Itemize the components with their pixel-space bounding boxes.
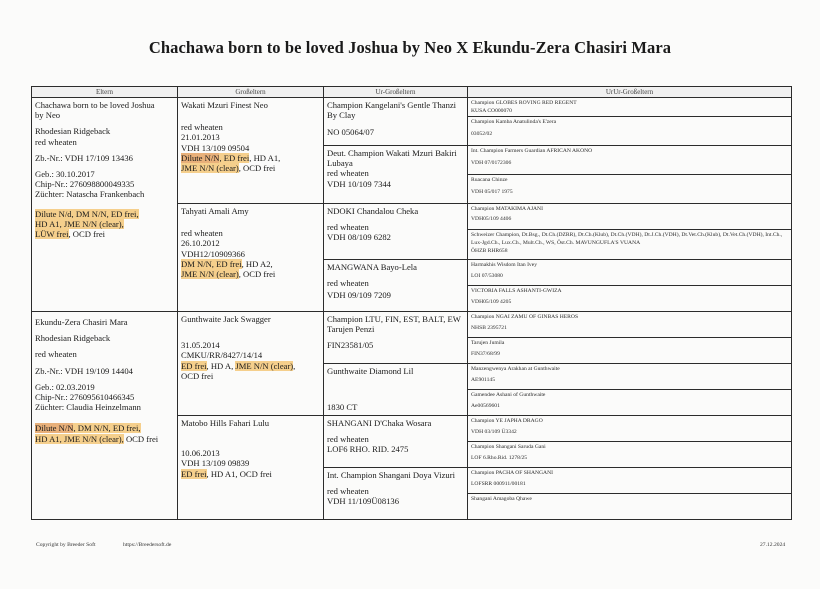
gggp-2-name: Champion Kamba Anatulinda's E'zera (471, 119, 557, 125)
gp-sd-reg: VDH12/10909366 (181, 248, 245, 259)
gggp-2-reg: 03052/02 (471, 131, 493, 137)
gggp-cell-10 (468, 338, 792, 364)
dam-health-1b: , DM N/N, ED frei, (73, 423, 141, 434)
gp-sd-health-1: DM N/N, ED frei (181, 258, 242, 269)
gggp-cell-12 (468, 390, 792, 416)
gggp-5-name: Champion MATAKIMA AJANI (471, 206, 543, 212)
ggp-1-reg: NO 05064/07 (327, 127, 375, 138)
gggp-13-reg: VDH 03/109 Ü3342 (471, 429, 517, 435)
ggp-cell-8 (324, 468, 468, 520)
footer-copyright: Copyright by Breeder Soft (36, 542, 96, 548)
gp-ds-reg: CMKU/RR/8427/14/14 (181, 350, 263, 361)
sire-breeder: Züchter: Natascha Frankenbach (35, 189, 145, 200)
gp-ss-health-1c: , HD A1, (249, 152, 281, 163)
ggp-cell-2 (324, 146, 468, 204)
ggp-2-line2: Lubaya (327, 158, 353, 169)
ggp-3-line3: red wheaten (327, 222, 369, 233)
gggp-4-reg: VDH 05/017 1975 (471, 189, 513, 195)
ggp-7-line1: SHANGANI D'Chaka Wosara (327, 418, 432, 428)
sire-health-3b: , OCD frei (68, 229, 106, 240)
sire-chip: Chip-Nr.: 276098800049335 (35, 179, 135, 190)
ggp-7-line3: red wheaten (327, 434, 369, 445)
gggp-15-name: Champion PACHA OF SHANGANI (471, 470, 554, 476)
ggp-4-line3: red wheaten (327, 278, 369, 289)
ggp-3-reg: VDH 08/109 6282 (327, 232, 391, 243)
dam-cell (32, 312, 178, 520)
gp-ss-health-2b: , OCD frei (238, 163, 276, 174)
gp-ss-color: red wheaten (181, 122, 223, 133)
ggp-cell-6 (324, 364, 468, 416)
gggp-cell-13 (468, 416, 792, 442)
gp-sd-name: Tahyati Amali Amy (181, 206, 249, 216)
ggp-8-line1: Int. Champion Shangani Doya Vizuri (327, 470, 455, 480)
gggp-7-name: Harmakhis Wisdom Itan Ivey (471, 262, 538, 268)
header-ur-grosseltern: Ur-Großeltern (324, 87, 468, 98)
ggp-cell-4 (324, 260, 468, 312)
ggp-cell-1 (324, 98, 468, 146)
gggp-6-reg: ÖHZB RHR658 (471, 248, 508, 254)
ggp-cell-5 (324, 312, 468, 364)
pedigree-title: Chachawa born to be loved Joshua by Neo X Ekundu-Zera Chasiri Mara (148, 38, 672, 57)
gp-sd-color: red wheaten (181, 228, 223, 239)
ggp-6-reg: 1830 CT (327, 402, 358, 413)
gp-ds-health-1b: , HD A, (206, 360, 236, 371)
ggp-2-line3: red wheaten (327, 168, 369, 179)
dam-breed: Rhodesian Ridgeback (35, 333, 111, 344)
sire-name: Chachawa born to be loved Joshua (35, 100, 155, 110)
dam-health-1a: Dilute N/N (35, 423, 74, 434)
ggp-6-line1: Gunthwaite Diamond Lil (327, 366, 414, 376)
gggp-cell-16 (468, 494, 792, 520)
gggp-cell-7 (468, 260, 792, 286)
dam-breeder: Züchter: Claudia Heinzelmann (35, 402, 141, 413)
gggp-cell-4 (468, 175, 792, 204)
gp-dd-reg: VDH 13/109 09839 (181, 458, 250, 469)
gp-ss-date: 21.01.2013 (181, 132, 220, 143)
gp-ds-health-2: OCD frei (181, 370, 214, 381)
gggp-9-reg: NHSB 2395721 (471, 325, 507, 331)
gggp-6-name: Schweizer Champion, Dt.Bsg., Dt.Ch.(DZRR), Dt.Ch.(Klub), Dt.Ch.(VDH), Dt.J.Ch.(VDH), Dt.Vet.Ch.(Klub), Dt.Vet.Ch.(VDH), Int.Ch., Lux-Jgd.Ch., Lux.Ch., Mult.Ch., WS, Öst.Ch. MAVUNGUFLA'S VUANA (471, 232, 783, 246)
gp-dd-date: 10.06.2013 (181, 448, 220, 459)
ggp-2-line1: Deut. Champion Wakati Mzuri Bakiri (327, 148, 457, 158)
pedigree-table (31, 86, 792, 520)
gggp-1-reg: KUSA CO000070 (471, 108, 512, 114)
gggp-5-reg: VDH05/109 4406 (471, 216, 512, 222)
gggp-10-reg: FIN37/68/99 (471, 351, 500, 357)
dam-born: Geb.: 02.03.2019 (35, 381, 95, 392)
gggp-9-name: Champion NGAI ZAMU OF GINBAS HEROS (471, 314, 579, 320)
gggp-cell-9 (468, 312, 792, 338)
sire-born: Geb.: 30.10.2017 (35, 169, 95, 180)
ggp-3-line1: NDOKI Chandalou Cheka (327, 206, 419, 216)
dam-health-2a: HD A1, (35, 433, 64, 444)
gp-ss-cell (178, 98, 324, 204)
gggp-cell-11 (468, 364, 792, 390)
gp-dd-health-1: ED frei (181, 468, 207, 479)
gp-dd-cell (178, 416, 324, 520)
dam-health-2c: OCD frei (123, 433, 159, 444)
gggp-cell-15 (468, 468, 792, 494)
ggp-5-reg: FIN23581/05 (327, 340, 374, 351)
gggp-cell-6 (468, 230, 792, 260)
gggp-cell-8 (468, 286, 792, 312)
dam-reg: Zb.-Nr.: VDH 19/109 14404 (35, 365, 133, 376)
gp-sd-cell (178, 204, 324, 312)
gp-ss-reg: VDH 13/109 09504 (181, 142, 250, 153)
ggp-cell-7 (324, 416, 468, 468)
ggp-7-reg: LOF6 RHO. RID. 2475 (327, 444, 409, 455)
gp-ds-cell (178, 312, 324, 416)
sire-cell (32, 98, 178, 312)
gggp-4-name: Ruacana Chinze (471, 177, 508, 183)
gp-sd-health-2: JME N/N (clear) (181, 269, 239, 280)
gp-ds-name: Gunthwaite Jack Swagger (181, 314, 271, 324)
gp-sd-date: 26.10.2012 (181, 238, 220, 249)
ggp-5-line1: Champion LTU, FIN, EST, BALT, EW (327, 314, 461, 324)
header-row (32, 87, 792, 98)
gp-sd-health-2b: , OCD frei (238, 269, 276, 280)
gp-dd-name: Matobo Hills Fahari Lulu (181, 418, 270, 428)
sire-health-2: HD A1, JME N/N (clear), (35, 218, 124, 229)
gp-ss-name: Wakati Mzuri Finest Neo (181, 100, 268, 110)
gp-ss-health-1a: Dilute N/N (181, 152, 220, 163)
gp-ss-health-1b: , ED frei (219, 152, 250, 163)
header-urur-grosseltern: UrUr-Großeltern (468, 87, 792, 98)
gggp-cell-14 (468, 442, 792, 468)
gggp-12-name: Gamendee Ashani of Gunthwaite (471, 392, 546, 398)
gp-ss-health-2: JME N/N (clear) (181, 163, 239, 174)
ggp-4-line1: MANGWANA Bayo-Lela (327, 262, 417, 272)
gggp-14-name: Champion Shangani Saruda Gani (471, 444, 546, 450)
gggp-3-reg: VDH 07/0172306 (471, 160, 512, 166)
sire-health-3: LÜW frei (35, 229, 69, 240)
dam-chip: Chip-Nr.: 276095610466345 (35, 392, 135, 403)
gggp-8-reg: VDH05/109 4205 (471, 299, 512, 305)
sire-color: red wheaten (35, 136, 77, 147)
ggp-4-reg: VDH 09/109 7209 (327, 290, 391, 301)
footer-url: https://Breedersoft.de (123, 542, 172, 548)
gp-ds-health-1c: JME N/N (clear) (235, 360, 294, 371)
ggp-1-line1: Champion Kangelani's Gentle Thanzi (327, 100, 457, 110)
gggp-3-name: Int. Champion Farmers Guardian AFRICAN AKONO (471, 148, 593, 154)
gggp-11-reg: AE901145 (471, 377, 496, 383)
gggp-cell-5 (468, 204, 792, 230)
ggp-2-reg: VDH 10/109 7344 (327, 178, 391, 189)
gggp-15-reg: LOFSRR 000911/00181 (471, 481, 526, 487)
gp-sd-health-1b: , HD A2, (241, 258, 273, 269)
gggp-cell-3 (468, 146, 792, 175)
gggp-16-name: Shangani Amagoba Qhawe (471, 496, 532, 502)
gggp-11-name: Manzengwenya Arakhan at Gunthwaite (471, 366, 560, 372)
sire-breed: Rhodesian Ridgeback (35, 126, 111, 137)
gggp-1-name: Champion GLOBES ROVING RED REGENT (471, 100, 577, 106)
sire-name-2: by Neo (35, 110, 61, 121)
ggp-5-line2: Tarujen Penzi (327, 324, 375, 335)
ggp-cell-3 (324, 204, 468, 260)
header-eltern: Eltern (32, 87, 178, 98)
sire-reg: Zb.-Nr.: VDH 17/109 13436 (35, 152, 133, 163)
gp-ds-health-1: ED frei (181, 360, 207, 371)
gp-ds-health-1d: , (293, 360, 296, 371)
dam-name: Ekundu-Zera Chasiri Mara (35, 317, 128, 327)
ggp-1-line2: By Clay (327, 110, 356, 121)
ggp-8-reg: VDH 11/109Ü08136 (327, 496, 400, 507)
gggp-14-reg: LOF 6.Rho.Rid. 1278/25 (471, 455, 528, 461)
gggp-cell-2 (468, 117, 792, 146)
ggp-8-line3: red wheaten (327, 486, 369, 497)
gggp-cell-1 (468, 98, 792, 117)
gggp-10-name: Tarujen Jumila (471, 340, 505, 346)
dam-health-2b: JME N/N (clear), (63, 433, 124, 444)
gggp-13-name: Champion YE JAPHA DRAGO (471, 418, 543, 424)
gp-ds-date: 31.05.2014 (181, 340, 220, 351)
gggp-7-reg: LOI 07/53080 (471, 273, 503, 279)
footer-date: 27.12.2024 (760, 542, 786, 548)
sire-health-1: Dilute N/d, DM N/N, ED frei, (35, 208, 139, 219)
gp-dd-health-1b: , HD A1, OCD frei (206, 468, 272, 479)
gggp-12-reg: Ae00569601 (471, 403, 500, 409)
header-grosseltern: Großeltern (178, 87, 324, 98)
gggp-8-name: VICTORIA FALLS ASHANTI-GWIZA (471, 288, 562, 294)
dam-color: red wheaten (35, 349, 77, 360)
